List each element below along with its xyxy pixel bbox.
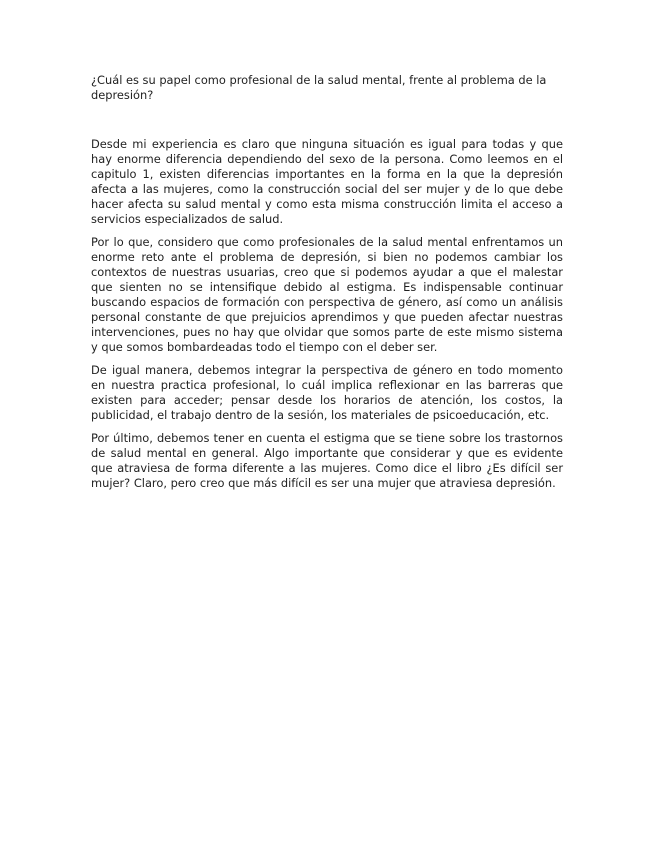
paragraph-2: Por lo que, considero que como profesionales de la salud mental enfrentamos un enorme reto ante el problema de depresión, si bien no podemos cambiar los contextos de nuestras usuarias, creo que si podemos ayudar a que el malestar que sienten no se intensifique debido al estigma. Es indispensable continuar buscando espacios de formación con perspectiva de género, así como un análisis personal constante de que prejuicios aprendimos y que pueden afectar nuestras intervenciones, pues no hay que olvidar que somos parte de este mismo sistema y que somos bombardeadas todo el tiempo con el deber ser. [91, 235, 563, 354]
paragraph-4: Por último, debemos tener en cuenta el estigma que se tiene sobre los trastornos de salud mental en general. Algo importante que considerar y que es evidente que atraviesa de forma diferente a las mujeres. Como dice el libro ¿Es difícil ser mujer? Claro, pero creo que más difícil es ser una mujer que atraviesa depresión. [91, 431, 563, 490]
blank-space [91, 103, 563, 137]
question-heading: ¿Cuál es su papel como profesional de la salud mental, frente al problema de la depresión? [91, 73, 547, 102]
paragraph-3: De igual manera, debemos integrar la perspectiva de género en todo momento en nuestra practica profesional, lo cuál implica reflexionar en las barreras que existen para acceder; pensar desde los horarios de atención, los costos, la publicidad, el trabajo dentro de la sesión, los materiales de psicoeducación, etc. [91, 363, 563, 422]
paragraph-1: Desde mi experiencia es claro que ninguna situación es igual para todas y que hay enorme diferencia dependiendo del sexo de la persona. Como leemos en el capitulo 1, existen diferencias importantes en la forma en la que la depresión afecta a las mujeres, como la construcción social del ser mujer y de lo que debe hacer afecta su salud mental y como esta misma construcción limita el acceso a servicios especializados de salud. [91, 137, 563, 226]
document-body [91, 73, 563, 499]
